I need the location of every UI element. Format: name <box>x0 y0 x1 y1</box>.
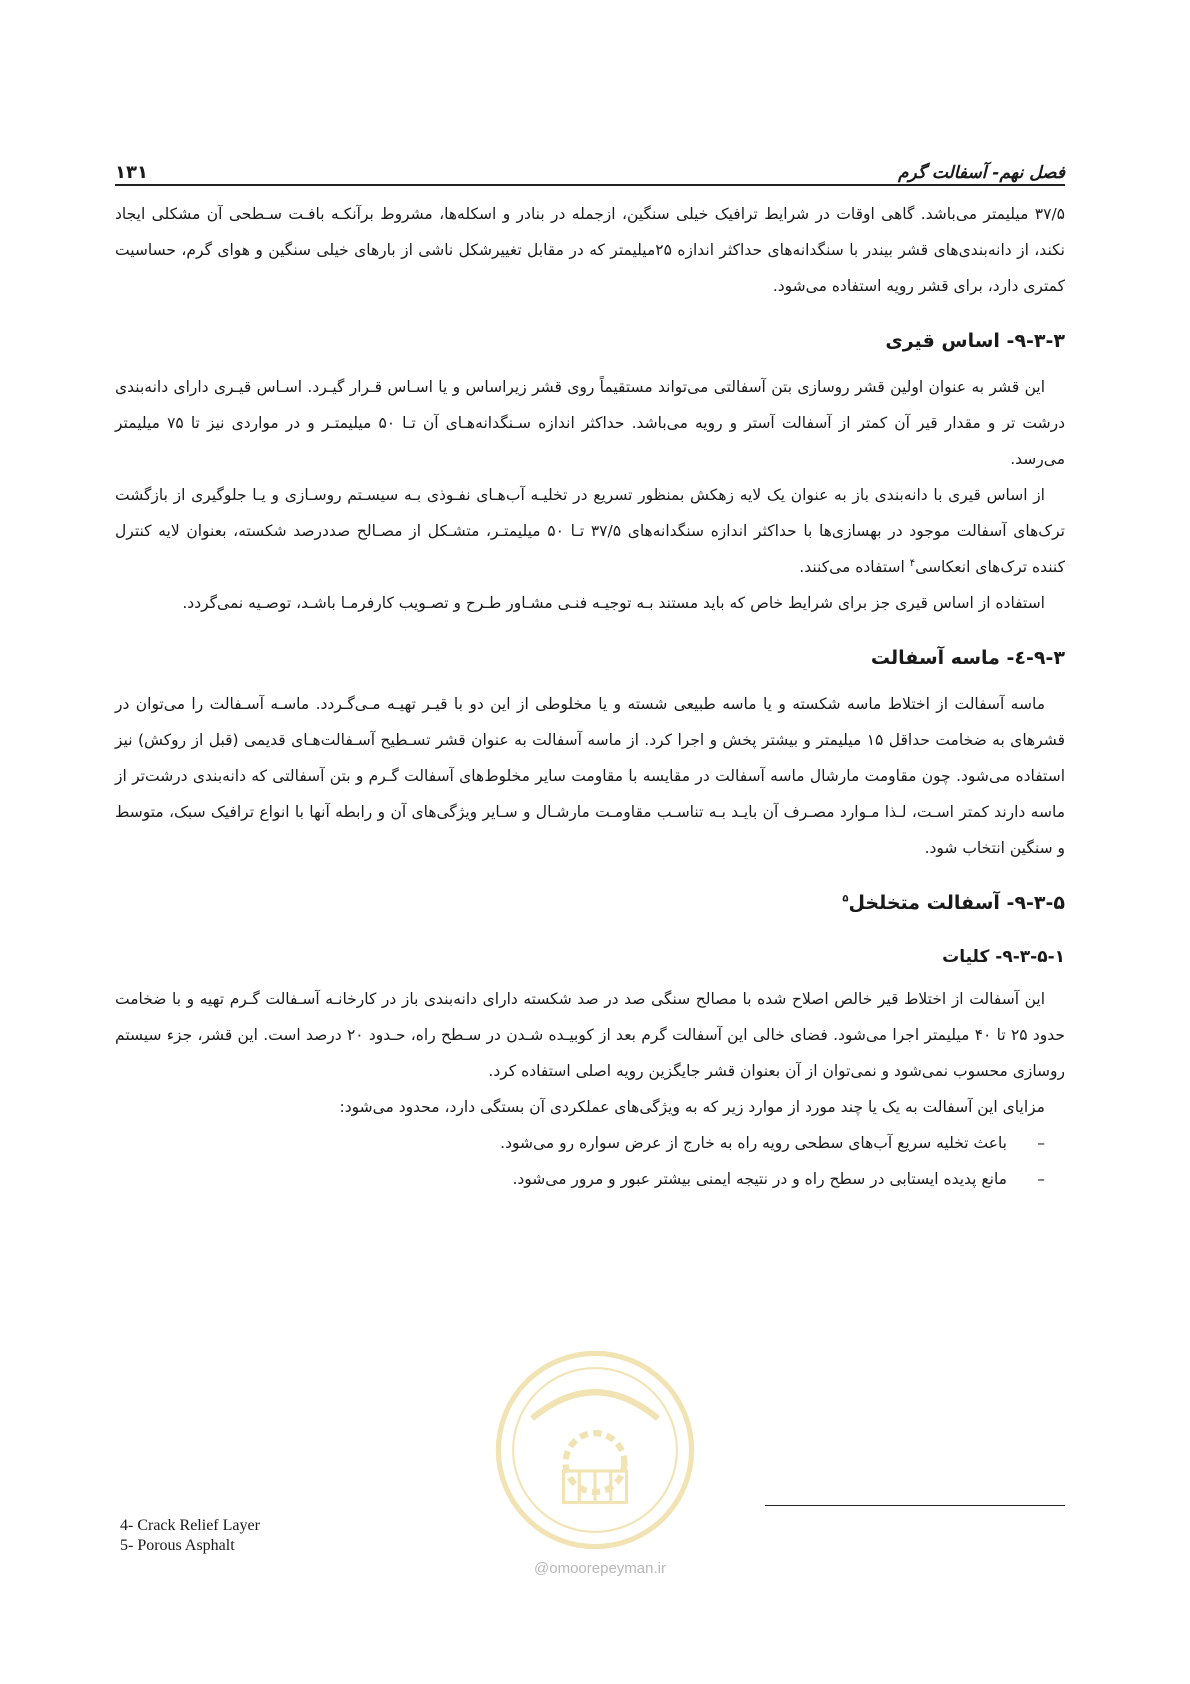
page-number: ۱۳۱ <box>115 162 148 183</box>
dash-bullet: – <box>1037 1134 1045 1152</box>
paragraph: این قشر به عنوان اولین قشر روسازی بتن آسفالتی می‌تواند مستقیماً روی قشر زیراساس و یا اسـاس قـرار گیـرد. اسـاس قیـری دارای دانه‌بندی درشت تر و مقدار قیر آن کمتر از آسفالت آستر و رویه می‌باشد. حداکثر اندازه سـنگدانه‌هـای آن تـا ۵۰ میلیمتـر و در مواردی نیز تا ۷۵ میلیمتر می‌رسد. <box>115 378 1066 468</box>
paragraph: ماسه آسفالت از اختلاط ماسه شکسته و یا ماسه طبیعی شسته و یا مخلوطی از این دو با قیـر تهیـه مـی‌گـردد. ماسـه آسـفالت را می‌توان در قشرهای به ضخامت حداقل ۱۵ میلیمتر و بیشتر پخش و اجرا کرد. از ماسه آسفالت به عنوان قشر تسـطیح آسـفالت‌هـای قدیمی (قبل از روکش) نیز استفاده می‌شود. چون مقاومت مارشال ماسه آسفالت در مقایسه با مقاومت سایر مخلوط‌های آسفالت گـرم و بتن آسفالتی که دانه‌بندی درشت‌تر از ماسه دارند کمتر اسـت، لـذا مـوارد مصـرف آن بایـد بـه تناسـب مقاومـت مارشـال و سـایر ویژگی‌های آن و رابطه آنها با انواع ترافیک سبک، متوسط و سنگین انتخاب شود. <box>115 695 1065 857</box>
main-text <box>115 196 1065 1197</box>
footnote-4: 4- Crack Relief Layer <box>120 1517 260 1534</box>
footnotes <box>120 1516 260 1556</box>
footnote-ref-4: ۴ <box>909 557 916 569</box>
paragraph: ۳۷/۵ میلیمتر می‌باشد. گاهی اوقات در شرایط ترافیک خیلی سنگین، ازجمله در بنادر و اسکله‌ها، مشروط برآنکـه بافـت سـطحی آن مشکلی ایجاد نکند، از دانه‌بندی‌های قشر بیندر با سنگدانه‌های حداکثر اندازه ۲۵میلیمتر که در مقابل تغییرشکل ناشی از بارهای خیلی سنگین و هوای گرم، حساسیت کمتری دارد، برای قشر رویه استفاده می‌شود. <box>115 205 1065 295</box>
dash-bullet: – <box>1037 1170 1045 1188</box>
section-heading-9-3-4: ۹-۳-٤- ماسه آسفالت <box>870 647 1065 669</box>
page-header <box>115 153 1065 183</box>
subsection-heading-9-3-5-1: ۹-۳-۵-۱- کلیات <box>942 947 1065 967</box>
footnote-ref-5: ۵ <box>842 893 849 905</box>
header-divider <box>115 184 1065 186</box>
watermark-url: @omoorepeyman.ir <box>534 1560 666 1577</box>
paragraph-text: از اساس قیری با دانه‌بندی باز به عنوان یک لایه زهکش بمنظور تسریع در تخلیـه آب‌هـای نفـوذی بـه سیسـتم روسـازی و یـا جلوگیری از بازگشت ترک‌های آسفالت موجود در بهسازی‌ها با حداکثر اندازه سنگدانه‌های ۳۷/۵ تـا ۵۰ میلیمتـر، متشـکل از مصـالح صددرصد شکسته، بعنوان لایه کنترل کننده ترک‌های انعکاسی <box>115 486 1065 576</box>
heading-text: ۹-۳-۵- آسفالت متخلخل <box>848 892 1065 914</box>
paragraph-text-end: استفاده می‌کنند. <box>799 558 910 576</box>
list-item <box>115 1161 1045 1197</box>
watermark-seal-icon <box>490 1345 700 1555</box>
list-item-text: مانع پدیده ایستابی در سطح راه و در نتیجه ایمنی بیشتر عبور و مرور می‌شود. <box>512 1170 1007 1188</box>
section-heading-9-3-3: ۹-۳-۳- اساس قیری <box>885 330 1065 352</box>
chapter-title: فصل نهم- آسفالت گرم <box>897 163 1065 183</box>
benefits-list <box>115 1125 1065 1197</box>
footnote-divider <box>765 1505 1065 1506</box>
paragraph: استفاده از اساس قیری جز برای شرایط خاص که باید مستند بـه توجیـه فنـی مشـاور طـرح و تصـویب کارفرمـا باشـد، توصـیه نمی‌گردد. <box>182 594 1045 612</box>
section-heading-9-3-5 <box>115 885 1065 921</box>
list-intro: مزایای این آسفالت به یک یا چند مورد از موارد زیر که به ویژگی‌های عملکردی آن بستگی دارد، محدود می‌شود: <box>339 1098 1045 1116</box>
paragraph: این آسفالت از اختلاط قیر خالص اصلاح شده با مصالح سنگی صد در صد شکسته دارای دانه‌بندی باز در کارخانـه آسـفالت گـرم تهیه و با ضخامت حدود ۲۵ تا ۴۰ میلیمتر اجرا می‌شود. فضای خالی این آسفالت گرم بعد از کوبیـده شـدن در سـطح راه، حـدود ۲۰ درصد است. این قشر، جزء سیستم روسازی محسوب نمی‌شود و نمی‌توان از آن بعنوان قشر جایگزین رویه اصلی استفاده کرد. <box>115 990 1065 1080</box>
list-item-text: باعث تخلیه سریع آب‌های سطحی رویه راه به خارج از عرض سواره رو می‌شود. <box>500 1134 1007 1152</box>
footnote-5: 5- Porous Asphalt <box>120 1537 235 1554</box>
paragraph-with-footnote-ref <box>115 477 1065 585</box>
list-item <box>115 1125 1045 1161</box>
